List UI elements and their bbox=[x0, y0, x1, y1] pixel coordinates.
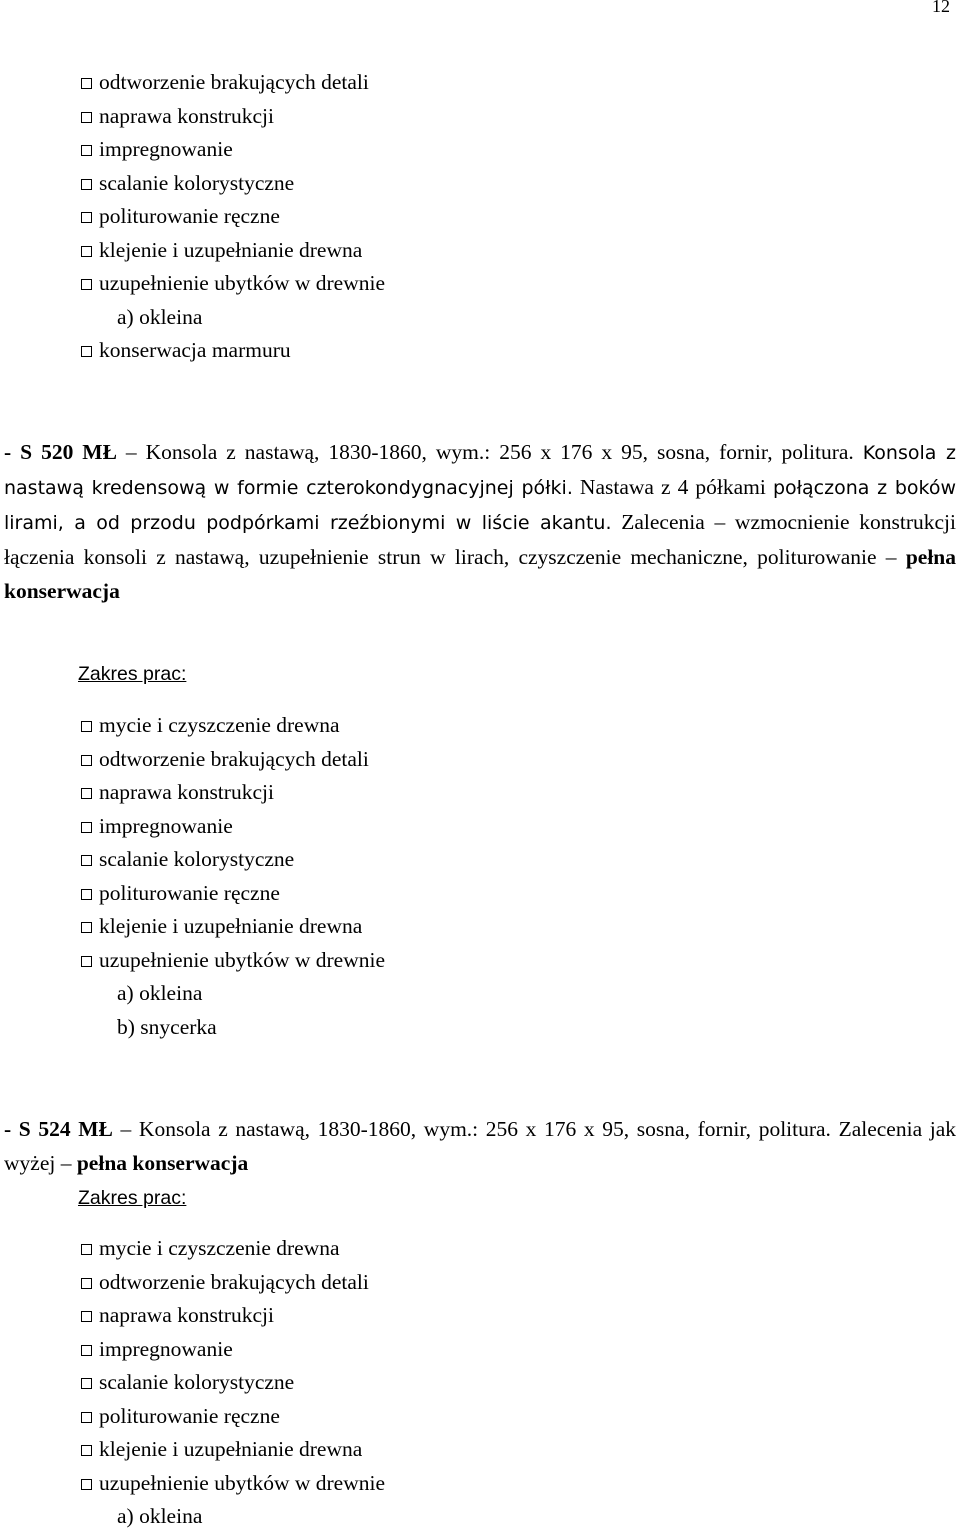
checklist-item: odtworzenie brakujących detali bbox=[81, 1266, 385, 1300]
entry-conclusion: pełna konserwacja bbox=[4, 545, 956, 603]
entry-id: - S 520 MŁ bbox=[4, 440, 117, 464]
entry-note-serif: Nastawa z 4 półkami bbox=[572, 475, 773, 499]
entry-description: Konsola z nastawą, 1830-1860, wym.: 256 x 176 x 95, sosna, fornir, politura. bbox=[145, 440, 863, 464]
entry-note-2: połączona z boków lirami, a od przodu podpórkami rzeźbionymi w liście akantu. bbox=[4, 477, 957, 534]
work-scope-list-2 bbox=[81, 709, 385, 1044]
entry-s520 bbox=[4, 435, 956, 608]
checklist-item: odtworzenie brakujących detali bbox=[81, 66, 385, 100]
checklist-item: konserwacja marmuru bbox=[81, 334, 385, 368]
checklist-item: klejenie i uzupełnianie drewna bbox=[81, 234, 385, 268]
checklist-item: politurowanie ręczne bbox=[81, 200, 385, 234]
entry-description: Konsola z nastawą, 1830-1860, wym.: 256 x 176 x 95, sosna, fornir, politura. Zalecenia jak wyżej – bbox=[4, 1117, 957, 1175]
checklist-item: impregnowanie bbox=[81, 810, 385, 844]
entry-id: - S 524 MŁ bbox=[4, 1117, 113, 1141]
scope-heading-1: Zakres prac: bbox=[78, 663, 187, 685]
entry-dash: – bbox=[116, 440, 146, 464]
entry-dash: – bbox=[112, 1117, 139, 1141]
checklist-item: mycie i czyszczenie drewna bbox=[81, 709, 385, 743]
checklist-subitem: a) okleina bbox=[117, 1504, 203, 1528]
checklist-item: politurowanie ręczne bbox=[81, 1400, 385, 1434]
checklist-item: impregnowanie bbox=[81, 1333, 385, 1367]
checklist-item: naprawa konstrukcji bbox=[81, 1299, 385, 1333]
checklist-item: politurowanie ręczne bbox=[81, 877, 385, 911]
checklist-subitem: a) okleina bbox=[117, 981, 203, 1005]
checklist-item: uzupełnienie ubytków w drewnie bbox=[81, 1467, 385, 1501]
checklist-item: scalanie kolorystyczne bbox=[81, 167, 385, 201]
checklist-item: naprawa konstrukcji bbox=[81, 100, 385, 134]
entry-recommendation: Zalecenia – wzmocnienie konstrukcji łączenia konsoli z nastawą, uzupełnienie strun w lirach, czyszczenie mechaniczne, politurowanie – bbox=[4, 510, 956, 569]
entry-s524 bbox=[4, 1112, 956, 1180]
checklist-item: mycie i czyszczenie drewna bbox=[81, 1232, 385, 1266]
work-scope-list-3 bbox=[81, 1232, 385, 1534]
checklist-item: naprawa konstrukcji bbox=[81, 776, 385, 810]
checklist-subitem: a) okleina bbox=[117, 304, 203, 329]
checklist-item: scalanie kolorystyczne bbox=[81, 1366, 385, 1400]
page-number: 12 bbox=[932, 0, 950, 16]
entry-conclusion: pełna konserwacja bbox=[76, 1151, 249, 1175]
checklist-item: uzupełnienie ubytków w drewnie bbox=[81, 944, 385, 978]
checklist-item: scalanie kolorystyczne bbox=[81, 843, 385, 877]
checklist-subitem: b) snycerka bbox=[117, 1014, 217, 1039]
work-scope-list-1 bbox=[81, 66, 385, 368]
entry-note: Konsola z nastawą kredensową w formie czterokondygnacyjnej półki. bbox=[4, 442, 957, 499]
checklist-item: odtworzenie brakujących detali bbox=[81, 743, 385, 777]
scope-heading-2: Zakres prac: bbox=[78, 1187, 187, 1209]
checklist-item: uzupełnienie ubytków w drewnie bbox=[81, 267, 385, 301]
checklist-item: klejenie i uzupełnianie drewna bbox=[81, 1433, 385, 1467]
checklist-item: impregnowanie bbox=[81, 133, 385, 167]
checklist-item: klejenie i uzupełnianie drewna bbox=[81, 910, 385, 944]
